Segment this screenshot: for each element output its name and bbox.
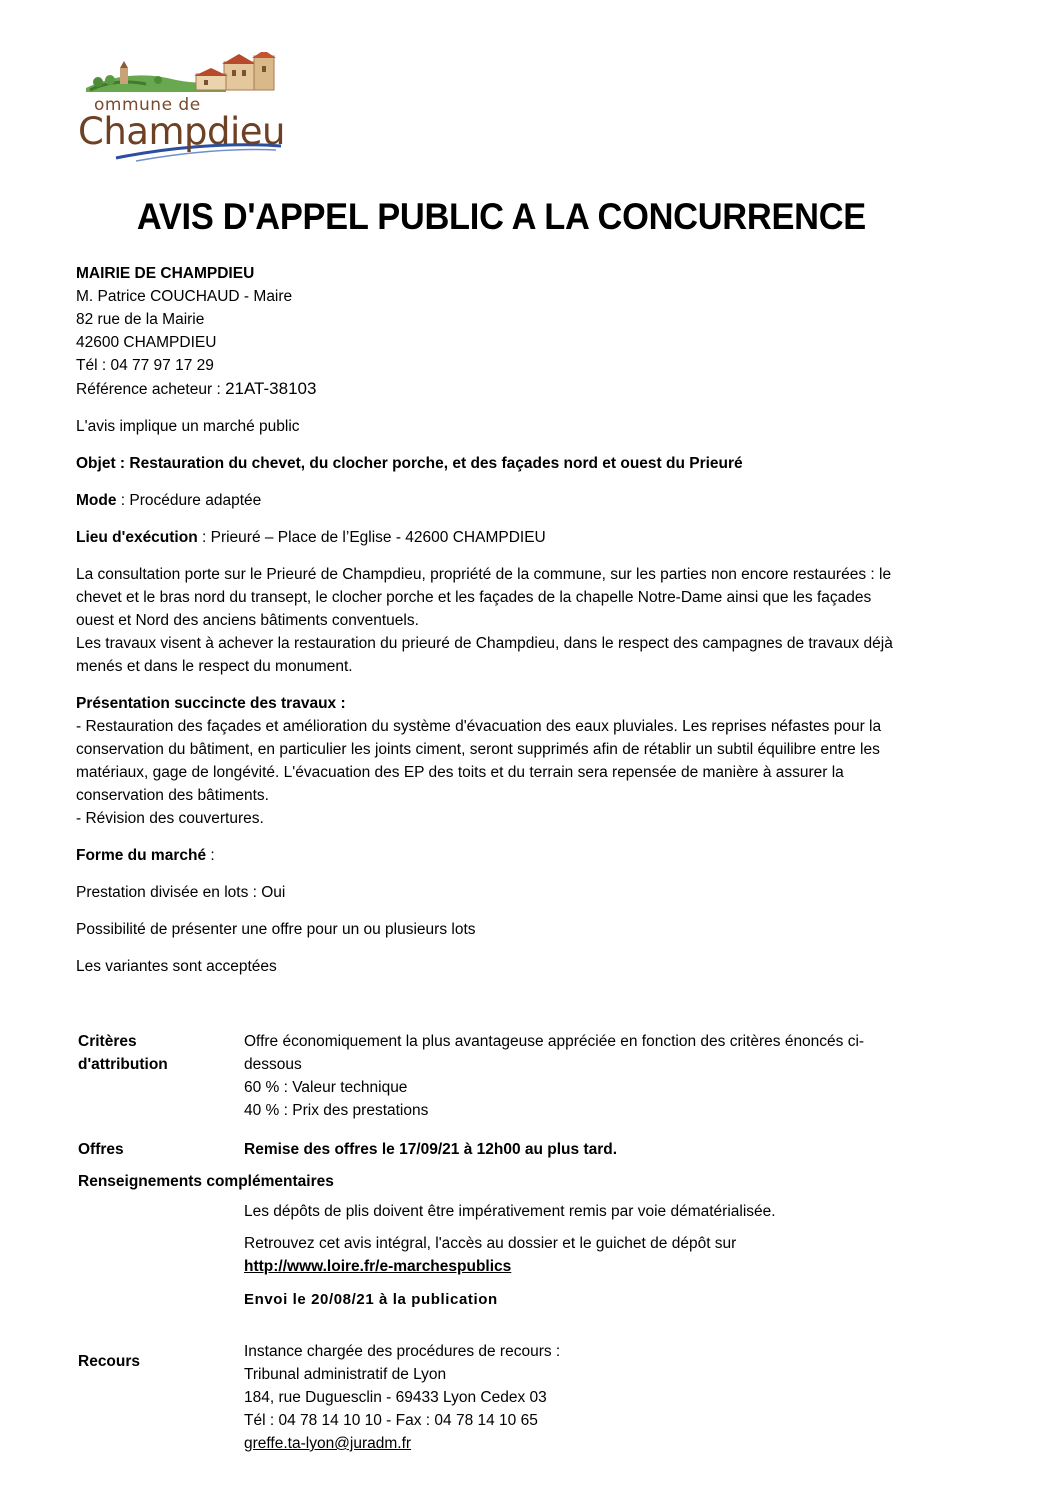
notice-type: L'avis implique un marché public: [76, 418, 300, 435]
buyer-reference-value: 21AT-38103: [225, 379, 317, 398]
appeal-email-link[interactable]: greffe.ta-lyon@juradm.fr: [244, 1435, 412, 1452]
info-row: [78, 1288, 938, 1340]
lots-line: Prestation divisée en lots : Oui: [76, 884, 286, 901]
info-row: [78, 1200, 938, 1232]
buyer-address-street: 82 rue de la Mairie: [76, 311, 205, 328]
market-form-line: [76, 844, 936, 867]
champdieu-logo: [76, 52, 296, 170]
sent-date: Envoi le 20/08/21 à la publication: [244, 1291, 498, 1308]
mode-label: Mode: [76, 492, 117, 509]
works-block: [76, 692, 936, 830]
criteria-value-line: 60 % : Valeur technique: [244, 1079, 408, 1096]
appeal-line: Instance chargée des procédures de recours :: [244, 1343, 561, 1360]
appeal-line: 184, rue Duguesclin - 69433 Lyon Cedex 03: [244, 1389, 547, 1406]
description-line: La consultation porte sur le Prieuré de Champdieu, propriété de la commune, sur les parties non encore restaurées : le: [76, 566, 892, 583]
criteria-values: [244, 1030, 938, 1122]
info-access-text: Retrouvez cet avis intégral, l'accès au dossier et le guichet de dépôt sur: [244, 1235, 737, 1252]
description-block: [76, 563, 936, 678]
info-deposit: Les dépôts de plis doivent être impérativement remis par voie dématérialisée.: [244, 1203, 776, 1220]
page-title: AVIS D'APPEL PUBLIC A LA CONCURRENCE: [136, 196, 866, 237]
criteria-value-line: dessous: [244, 1056, 302, 1073]
criteria-value-line: 40 % : Prix des prestations: [244, 1102, 429, 1119]
location-line: [76, 526, 936, 549]
appeal-line: Tél : 04 78 14 10 10 - Fax : 04 78 14 10 65: [244, 1412, 538, 1429]
buyer-phone: Tél : 04 77 97 17 29: [76, 357, 214, 374]
market-form-label: Forme du marché: [76, 847, 207, 864]
criteria-row: [78, 1030, 938, 1138]
offers-label: Offres: [78, 1141, 124, 1158]
location-value: : Prieuré – Place de l’Eglise - 42600 CHAMPDIEU: [197, 529, 546, 546]
description-line: Les travaux visent à achever la restauration du prieuré de Champdieu, dans le respect des campagnes de travaux déjà: [76, 635, 893, 652]
criteria-value-line: Offre économiquement la plus avantageuse appréciée en fonction des critères énoncés ci-: [244, 1033, 865, 1050]
mode-line: [76, 489, 936, 512]
works-line: conservation des bâtiments.: [76, 787, 269, 804]
works-line: - Révision des couvertures.: [76, 810, 264, 827]
buyer-contact: M. Patrice COUCHAUD - Maire: [76, 288, 293, 305]
buyer-reference-label: Référence acheteur :: [76, 381, 226, 398]
info-access: [244, 1232, 938, 1278]
logo-subtitle: ommune de: [94, 95, 201, 115]
info-label-row: [78, 1170, 938, 1200]
object-line: [76, 452, 936, 475]
buyer-reference: [76, 377, 936, 401]
works-line: matériaux, gage de longévité. L'évacuation des EP des toits et du terrain sera repensée de manière à assurer la: [76, 764, 844, 781]
appeal-row: [78, 1340, 938, 1460]
criteria-label: [78, 1030, 238, 1076]
object-label: Objet :: [76, 455, 130, 472]
description-line: chevet et le bras nord du transept, le clocher porche et les façades de la chapelle Notre-Dame ainsi que les façades: [76, 589, 872, 606]
works-line: conservation du bâtiment, en particulier les joints ciment, seront supprimés afin de rétablir un subtil équilibre entre les: [76, 741, 880, 758]
description-line: ouest et Nord des anciens bâtiments conventuels.: [76, 612, 419, 629]
buyer-block: [76, 262, 936, 401]
notice-body: [76, 262, 936, 992]
offers-value: Remise des offres le 17/09/21 à 12h00 au plus tard.: [244, 1141, 618, 1158]
criteria-label-line: d'attribution: [78, 1056, 168, 1073]
appeal-label: Recours: [78, 1353, 141, 1370]
buyer-address-city: 42600 CHAMPDIEU: [76, 334, 217, 351]
multi-lots-line: Possibilité de présenter une offre pour un ou plusieurs lots: [76, 921, 476, 938]
buyer-name: MAIRIE DE CHAMPDIEU: [76, 265, 255, 282]
variants-line: Les variantes sont acceptées: [76, 958, 277, 975]
description-line: menés et dans le respect du monument.: [76, 658, 353, 675]
mode-value: : Procédure adaptée: [116, 492, 262, 509]
offers-row: [78, 1138, 938, 1170]
marches-publics-link[interactable]: http://www.loire.fr/e-marchespublics: [244, 1258, 512, 1275]
appeal-values: [244, 1340, 938, 1455]
object-value: Restauration du chevet, du clocher porche, et des façades nord et ouest du Prieuré: [129, 455, 743, 472]
appeal-line: Tribunal administratif de Lyon: [244, 1366, 447, 1383]
logo-town-name: Champdieu: [78, 110, 285, 153]
details-table: [78, 1030, 938, 1460]
works-heading: Présentation succincte des travaux :: [76, 695, 346, 712]
criteria-label-line: Critères: [78, 1033, 137, 1050]
info-label: Renseignements complémentaires: [78, 1173, 334, 1190]
info-row: [78, 1232, 938, 1288]
market-form-suffix: :: [206, 847, 215, 864]
location-label: Lieu d'exécution: [76, 529, 198, 546]
works-line: - Restauration des façades et amélioration du système d'évacuation des eaux pluviales. Les reprises néfastes pour la: [76, 718, 882, 735]
